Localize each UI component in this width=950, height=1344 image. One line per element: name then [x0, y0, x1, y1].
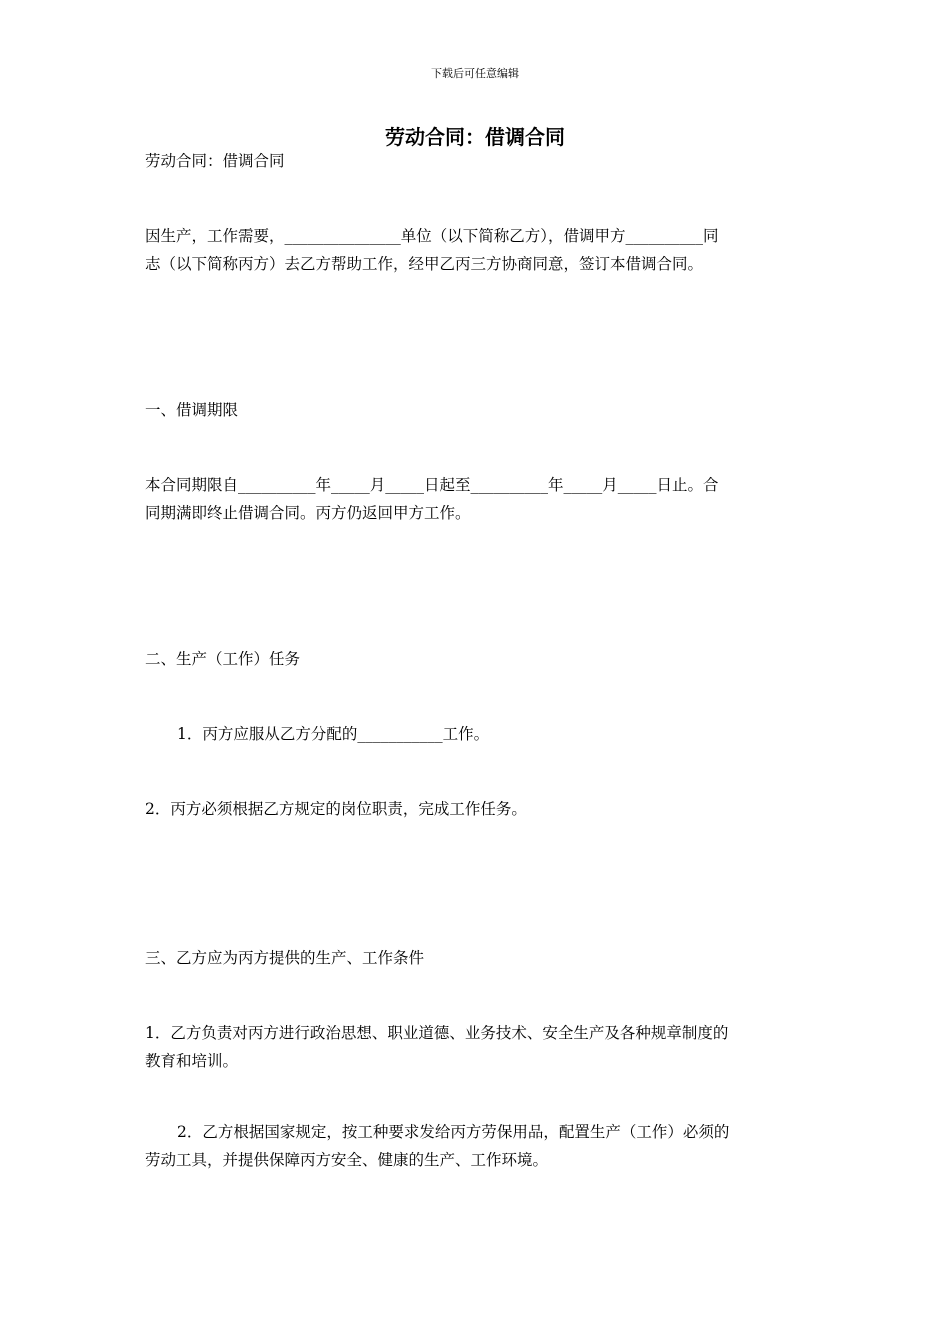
section-3-heading: 三、乙方应为丙方提供的生产、工作条件 [145, 949, 425, 967]
section-2-item-2: 2．丙方必须根据乙方规定的岗位职责，完成工作任务。 [145, 800, 527, 818]
intro-line-2: 志（以下简称丙方）去乙方帮助工作，经甲乙丙三方协商同意，签订本借调合同。 [145, 255, 704, 273]
header-note: 下载后可任意编辑 [431, 67, 519, 80]
section-1-heading: 一、借调期限 [145, 401, 239, 419]
section-1-line-2: 同期满即终止借调合同。丙方仍返回甲方工作。 [145, 504, 471, 522]
section-3-item-2-line-2: 劳动工具，并提供保障丙方安全、健康的生产、工作环境。 [145, 1151, 549, 1169]
document-subtitle: 劳动合同：借调合同 [145, 152, 285, 170]
intro-line-1: 因生产，工作需要，_______________单位（以下简称乙方），借调甲方__________同 [145, 227, 719, 245]
section-1-line-1: 本合同期限自__________年_____月_____日起至__________年_____月_____日止。合 [145, 476, 719, 494]
section-3-item-1-line-1: 1．乙方负责对丙方进行政治思想、职业道德、业务技术、安全生产及各种规章制度的 [145, 1024, 729, 1042]
section-2-item-1: 1．丙方应服从乙方分配的___________工作。 [177, 725, 490, 743]
section-3-item-1-line-2: 教育和培训。 [145, 1052, 239, 1070]
section-3-item-2-line-1: 2．乙方根据国家规定，按工种要求发给丙方劳保用品，配置生产（工作）必须的 [177, 1123, 730, 1141]
section-2-heading: 二、生产（工作）任务 [145, 650, 301, 668]
document-title: 劳动合同：借调合同 [385, 125, 565, 149]
